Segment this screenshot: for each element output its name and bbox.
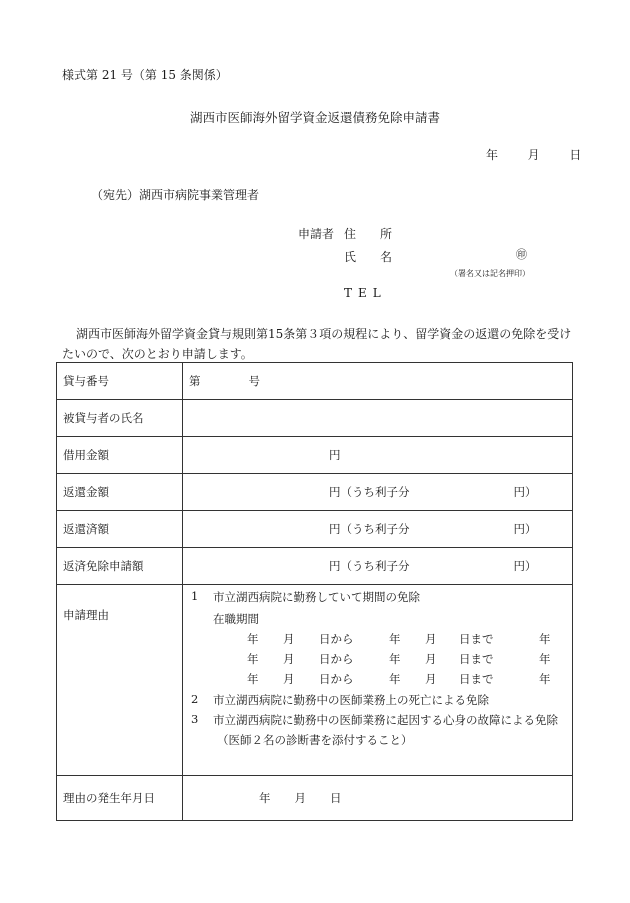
interest-close: 円）: [513, 522, 537, 536]
period-2-years: 年: [539, 652, 551, 666]
document-title: 湖西市医師海外留学資金返還債務免除申請書: [189, 110, 440, 125]
interest-close: 円）: [513, 559, 537, 573]
period-1-from-day: 日から: [319, 632, 354, 646]
occurrence-date-field[interactable]: [183, 776, 573, 821]
borrowed-amount-label: 借用金額: [57, 437, 183, 474]
loan-number-field[interactable]: [183, 363, 573, 400]
period-2-from-month: 月: [283, 652, 295, 666]
period-3-from-day: 日から: [319, 672, 354, 686]
table-row: [57, 511, 573, 548]
reason-3-number: 3: [191, 712, 199, 726]
period-2-from-year: 年: [247, 652, 259, 666]
period-3-to-month: 月: [425, 672, 437, 686]
reason-3-note: （医師２名の診断書を添付すること）: [217, 733, 413, 747]
repaid-amount-label: 返還済額: [57, 511, 183, 548]
table-row: [57, 474, 573, 511]
period-1-from-month: 月: [283, 632, 295, 646]
table-row: [57, 400, 573, 437]
signature-note: （署名又は記名押印）: [450, 269, 530, 278]
exemption-amount-field[interactable]: [183, 548, 573, 585]
period-3-from-month: 月: [283, 672, 295, 686]
reason-1-number: 1: [191, 589, 199, 603]
applicant-label: 申請者: [298, 227, 335, 241]
period-3-to-day: 日まで: [459, 672, 494, 686]
date-month: 月: [527, 148, 540, 162]
addressee: （宛先）湖西市病院事業管理者: [91, 188, 260, 202]
loan-number-label: 貸与番号: [57, 363, 183, 400]
loan-number-suffix: 号: [248, 374, 260, 388]
period-2-to-day: 日まで: [459, 652, 494, 666]
application-date: [486, 146, 581, 163]
reason-2-number: 2: [191, 692, 199, 706]
period-label: 在職期間: [213, 612, 259, 626]
table-row: [57, 585, 573, 776]
occurrence-day: 日: [330, 791, 342, 805]
date-day: 日: [569, 148, 582, 162]
repaid-amount-field[interactable]: [183, 511, 573, 548]
period-1-from-year: 年: [247, 632, 259, 646]
intro-text: 湖西市医師海外留学資金貸与規則第15条第３項の規程により、留学資金の返還の免除を受けたいので、次のとおり申請します。: [62, 327, 572, 361]
period-2-to-year: 年: [389, 652, 401, 666]
application-table: [56, 362, 573, 821]
borrower-name-label: 被貸与者の氏名: [57, 400, 183, 437]
table-row: [57, 548, 573, 585]
reason-1-text: 市立湖西病院に勤務していて期間の免除: [213, 590, 420, 604]
borrowed-amount-field[interactable]: [183, 437, 573, 474]
reason-label: 申請理由: [57, 585, 183, 776]
table-row: [57, 776, 573, 821]
interest-close: 円）: [513, 485, 537, 499]
repay-amount-label: 返還金額: [57, 474, 183, 511]
date-year: 年: [486, 148, 499, 162]
period-1-to-year: 年: [389, 632, 401, 646]
exemption-amount-label: 返済免除申請額: [57, 548, 183, 585]
period-2-to-month: 月: [425, 652, 437, 666]
reason-3-text: 市立湖西病院に勤務中の医師業務に起因する心身の故障による免除: [213, 713, 558, 727]
period-2-from-day: 日から: [319, 652, 354, 666]
name-label: 氏 名: [344, 250, 393, 264]
reason-2-text: 市立湖西病院に勤務中の医師業務上の死亡による免除: [213, 693, 489, 707]
period-1-to-month: 月: [425, 632, 437, 646]
address-label: 住 所: [344, 227, 393, 241]
borrower-name-field[interactable]: [183, 400, 573, 437]
occurrence-date-label: 理由の発生年月日: [57, 776, 183, 821]
occurrence-year: 年: [259, 791, 271, 805]
form-number: 様式第 21 号（第 15 条関係）: [62, 68, 228, 82]
interest-open: 円（うち利子分: [329, 559, 410, 573]
period-3-from-year: 年: [247, 672, 259, 686]
period-3-to-year: 年: [389, 672, 401, 686]
table-row: [57, 437, 573, 474]
period-3-years: 年: [539, 672, 551, 686]
interest-open: 円（うち利子分: [329, 485, 410, 499]
yen-unit: 円: [329, 448, 341, 462]
repay-amount-field[interactable]: [183, 474, 573, 511]
period-1-years: 年: [539, 632, 551, 646]
interest-open: 円（うち利子分: [329, 522, 410, 536]
loan-number-prefix: 第: [189, 374, 201, 388]
period-1-to-day: 日まで: [459, 632, 494, 646]
occurrence-month: 月: [294, 791, 306, 805]
table-row: [57, 363, 573, 400]
seal-mark: ㊞: [516, 248, 527, 261]
tel-label: TEL: [344, 286, 387, 300]
reason-field[interactable]: [183, 585, 573, 776]
